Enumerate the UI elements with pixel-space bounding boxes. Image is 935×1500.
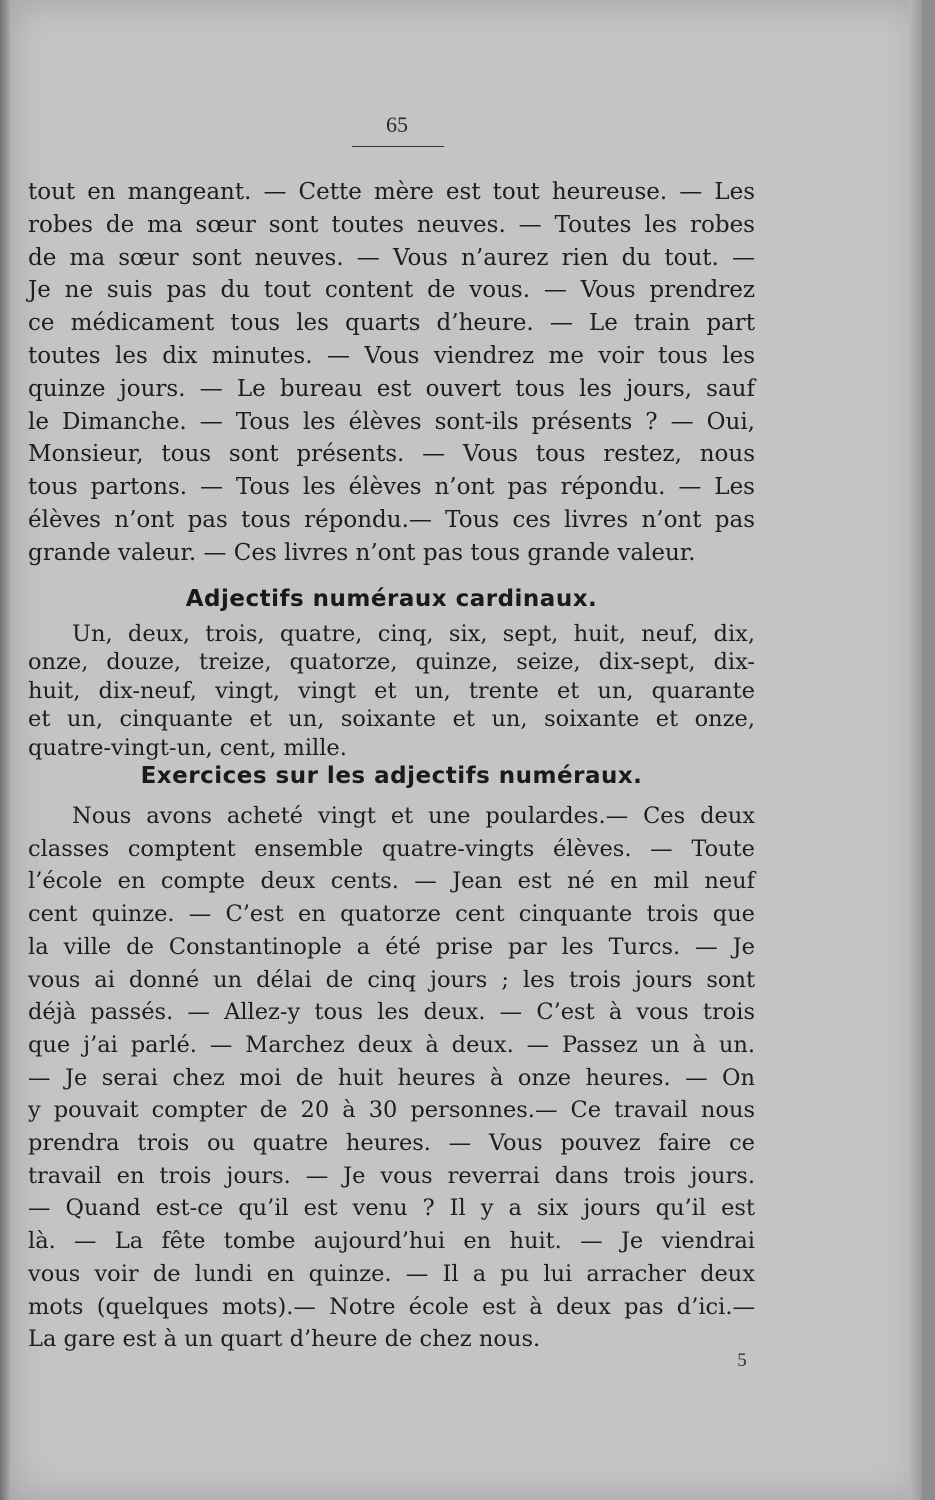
text-line: quinze jours. — Le bureau est ouvert tous les jours, sauf [28, 375, 755, 402]
text-line: que j’ai parlé. — Marchez deux à deux. — Passez un à un. [28, 1031, 755, 1058]
text-line: tous partons. — Tous les élèves n’ont pas répondu. — Les [28, 474, 755, 501]
paragraph-cardinal-numbers [28, 620, 755, 762]
text-line: travail en trois jours. — Je vous reverrai dans trois jours. [28, 1162, 755, 1189]
text-line: vous voir de lundi en quinze. — Il a pu lui arracher deux [28, 1260, 755, 1287]
text-line: classes comptent ensemble quatre-vingts élèves. — Toute [28, 835, 755, 862]
text-line: Je ne suis pas du tout content de vous. — Vous prendrez [28, 277, 755, 304]
section-heading-exercices: Exercices sur les adjectifs numéraux. [140, 763, 643, 789]
text-line: le Dimanche. — Tous les élèves sont-ils présents ? — Oui, [28, 408, 755, 435]
text-line: grande valeur. — Ces livres n’ont pas tous grande valeur. [28, 539, 696, 566]
text-line: Monsieur, tous sont présents. — Vous tous restez, nous [28, 441, 755, 468]
text-line: quatre-vingt-un, cent, mille. [28, 734, 347, 761]
text-line: — Quand est-ce qu’il est venu ? Il y a six jours qu’il est [28, 1195, 755, 1222]
text-line: onze, douze, treize, quatorze, quinze, seize, dix-sept, dix- [28, 649, 755, 676]
text-line: vous ai donné un délai de cinq jours ; les trois jours sont [28, 966, 755, 993]
signature-mark: 5 [737, 1350, 747, 1371]
page-number: 65 [386, 112, 408, 137]
text-line: cent quinze. — C’est en quatorze cent cinquante trois que [28, 901, 755, 928]
text-line: Un, deux, trois, quatre, cinq, six, sept, huit, neuf, dix, [72, 621, 755, 647]
text-line: ce médicament tous les quarts d’heure. — Le train part [28, 310, 755, 337]
section-heading-cardinaux: Adjectifs numéraux cardinaux. [185, 586, 598, 612]
text-line: et un, cinquante et un, soixante et un, soixante et onze, [28, 706, 755, 733]
text-line: la ville de Constantinople a été prise par les Turcs. — Je [28, 933, 755, 960]
paragraph-numeral-exercises [28, 800, 755, 1356]
text-line: déjà passés. — Allez-y tous les deux. — C’est à vous trois [28, 999, 755, 1026]
text-line: mots (quelques mots).— Notre école est à deux pas d’ici.— [28, 1293, 755, 1320]
paragraph-tout-exercises [28, 176, 755, 570]
text-line: robes de ma sœur sont toutes neuves. — Toutes les robes [28, 211, 755, 238]
binding-edge [0, 0, 10, 1500]
text-line: Nous avons acheté vingt et une poulardes.— Ces deux [72, 803, 755, 829]
text-line: de ma sœur sont neuves. — Vous n’aurez rien du tout. — [28, 244, 755, 271]
text-line: prendra trois ou quatre heures. — Vous pouvez faire ce [28, 1130, 755, 1157]
text-line: tout en mangeant. — Cette mère est tout heureuse. — Les [28, 179, 755, 205]
text-line: La gare est à un quart d’heure de chez nous. [28, 1326, 541, 1353]
text-line: huit, dix-neuf, vingt, vingt et un, trente et un, quarante [28, 677, 755, 704]
text-line: toutes les dix minutes. — Vous viendrez me voir tous les [28, 342, 755, 369]
text-line: là. — La fête tombe aujourd’hui en huit. — Je viendrai [28, 1228, 755, 1255]
text-line: élèves n’ont pas tous répondu.— Tous ces livres n’ont pas [28, 506, 755, 533]
text-line: y pouvait compter de 20 à 30 personnes.— Ce travail nous [28, 1097, 755, 1124]
text-line: — Je serai chez moi de huit heures à onze heures. — On [28, 1064, 755, 1091]
page-number-rule [352, 146, 444, 147]
text-line: l’école en compte deux cents. — Jean est né en mil neuf [28, 868, 755, 895]
page-right-edge [909, 0, 922, 1500]
